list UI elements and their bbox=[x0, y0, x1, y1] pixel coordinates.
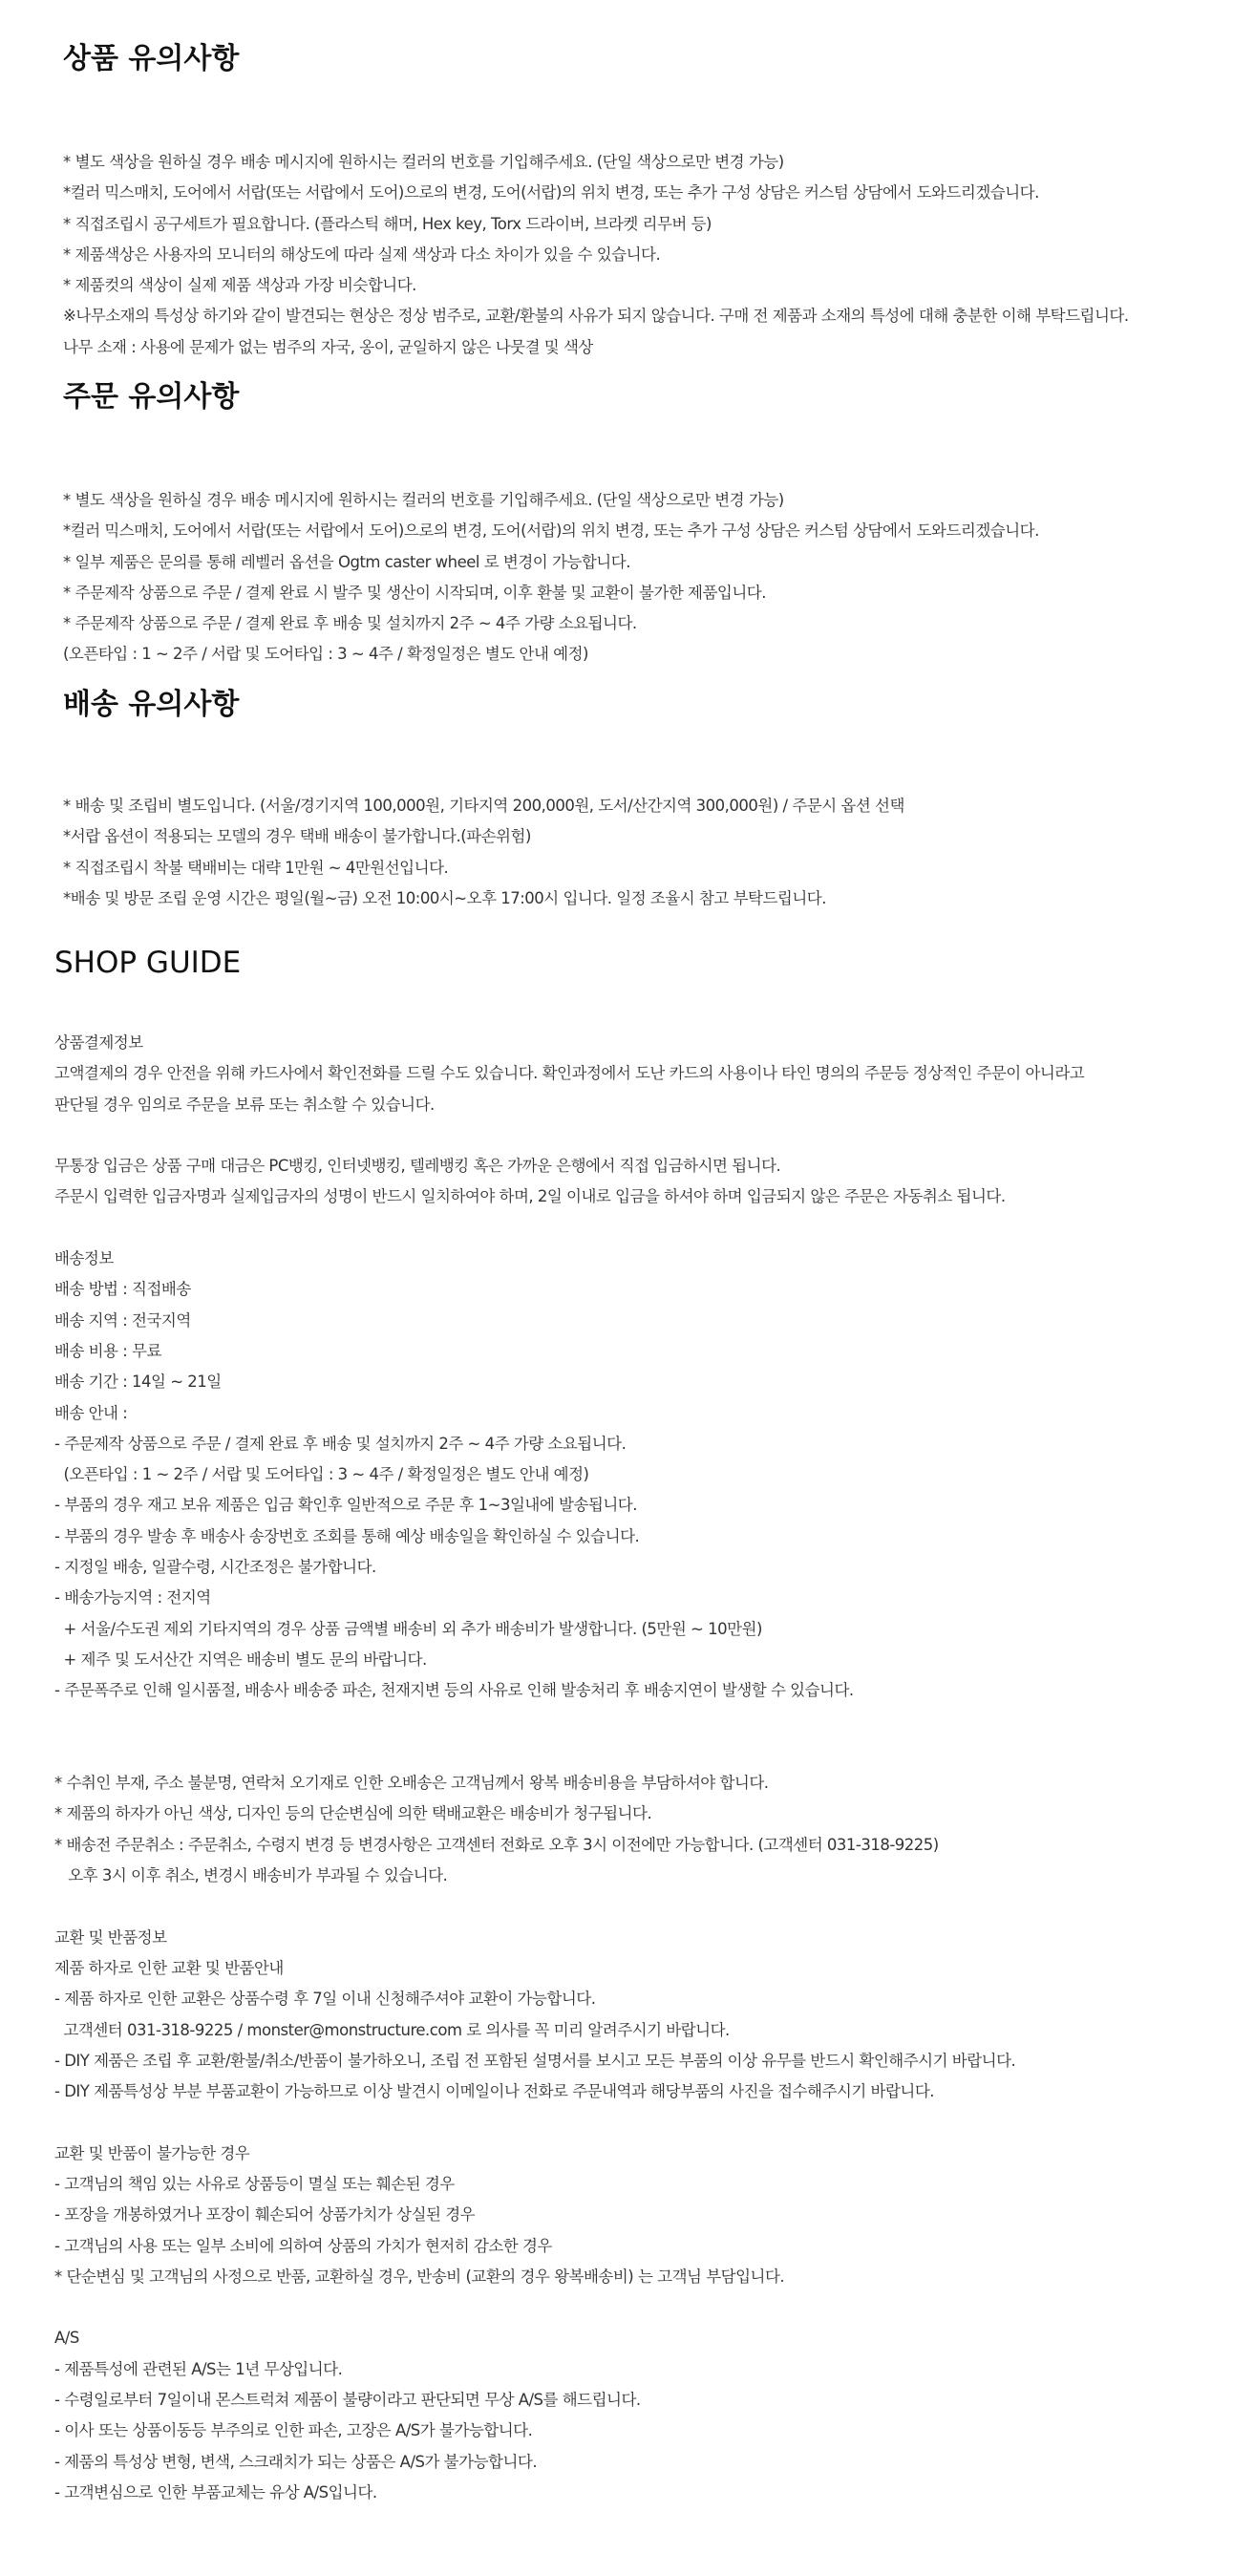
guide-line: * 수취인 부재, 주소 불분명, 연락처 오기재로 인한 오배송은 고객님께서 왕복 배송비용을 부담하셔야 합니다. bbox=[54, 1774, 769, 1793]
guide-line: - 수령일로부터 7일이내 몬스트럭쳐 제품이 불량이라고 판단되면 무상 A/S를 해드립니다. bbox=[54, 2391, 641, 2410]
list-item: * 별도 색상을 원하실 경우 배송 메시지에 원하시는 컬러의 번호를 기입해주세요. (단일 색상으로만 변경 가능) bbox=[63, 153, 784, 171]
guide-line: 배송 방법 : 직접배송 bbox=[54, 1280, 191, 1299]
guide-line: 제품 하자로 인한 교환 및 반품안내 bbox=[54, 1958, 284, 1977]
guide-line: - 포장을 개봉하였거나 포장이 훼손되어 상품가치가 상실된 경우 bbox=[54, 2205, 476, 2225]
list-item: *컬러 믹스매치, 도어에서 서랍(또는 서랍에서 도어)으로의 변경, 도어(서랍)의 위치 변경, 또는 추가 구성 상담은 커스텀 상담에서 도와드리겠습니다. bbox=[63, 522, 1039, 541]
guide-line: 무통장 입금은 상품 구매 대금은 PC뱅킹, 인터넷뱅킹, 텔레뱅킹 혹은 가까운 은행에서 직접 입금하시면 됩니다. bbox=[54, 1157, 781, 1176]
guide-line: 고객센터 031-318-9225 / monster@monstructure.com 로 의사를 꼭 미리 알려주시기 바랍니다. bbox=[54, 2020, 730, 2039]
guide-line: 배송 비용 : 무료 bbox=[54, 1341, 161, 1360]
guide-line: - 주문폭주로 인해 일시품절, 배송사 배송중 파손, 천재지변 등의 사유로 인해 발송처리 후 배송지연이 발생할 수 있습니다. bbox=[54, 1681, 854, 1700]
guide-line: 배송 안내 : bbox=[54, 1403, 128, 1422]
guide-line: - 고객변심으로 인한 부품교체는 유상 A/S입니다. bbox=[54, 2482, 377, 2501]
guide-line: * 배송전 주문취소 : 주문취소, 수령지 변경 등 변경사항은 고객센터 전화로 오후 3시 이전에만 가능합니다. (고객센터 031-318-9225) bbox=[54, 1835, 939, 1854]
guide-line: 배송 지역 : 전국지역 bbox=[54, 1310, 191, 1330]
guide-line: - 주문제작 상품으로 주문 / 결제 완료 후 배송 및 설치까지 2주 ~ 4주 가량 소요됩니다. bbox=[54, 1434, 627, 1453]
guide-line: - DIY 제품은 조립 후 교환/환불/취소/반품이 불가하오니, 조립 전 포함된 설명서를 보시고 모든 부품의 이상 유무를 반드시 확인해주시기 바랍니다. bbox=[54, 2051, 1016, 2070]
list-item: *컬러 믹스매치, 도어에서 서랍(또는 서랍에서 도어)으로의 변경, 도어(서랍)의 위치 변경, 또는 추가 구성 상담은 커스텀 상담에서 도와드리겠습니다. bbox=[63, 183, 1039, 202]
delivery-notes-list bbox=[63, 791, 1209, 914]
list-item: * 주문제작 상품으로 주문 / 결제 완료 시 발주 및 생산이 시작되며, 이후 환불 및 교환이 불가한 제품입니다. bbox=[63, 583, 766, 602]
list-item: *서랍 옵션이 적용되는 모델의 경우 택배 배송이 불가합니다.(파손위험) bbox=[63, 827, 531, 846]
guide-line: 오후 3시 이후 취소, 변경시 배송비가 부과될 수 있습니다. bbox=[54, 1866, 448, 1885]
blank-line bbox=[54, 1213, 1220, 1244]
blank-line bbox=[54, 1737, 1220, 1768]
blank-line bbox=[54, 2292, 1220, 2323]
list-item: * 일부 제품은 문의를 통해 레벨러 옵션을 Ogtm caster wheel 로 변경이 가능합니다. bbox=[63, 552, 630, 571]
delivery-notes-title: 배송 유의사항 bbox=[63, 688, 240, 721]
guide-line: - 제품의 특성상 변형, 변색, 스크래치가 되는 상품은 A/S가 불가능합니다. bbox=[54, 2452, 538, 2471]
guide-line: - 부품의 경우 재고 보유 제품은 입금 확인후 일반적으로 주문 후 1~3일내에 발송됩니다. bbox=[54, 1496, 637, 1515]
list-item: * 제품색상은 사용자의 모니터의 해상도에 따라 실제 색상과 다소 차이가 있을 수 있습니다. bbox=[63, 245, 661, 264]
guide-line: * 단순변심 및 고객님의 사정으로 반품, 교환하실 경우, 반송비 (교환의 경우 왕복배송비) 는 고객님 부담입니다. bbox=[54, 2267, 785, 2286]
order-notes-list bbox=[63, 485, 1209, 671]
blank-line bbox=[54, 1707, 1220, 1737]
list-item: ※나무소재의 특성상 하기와 같이 발견되는 현상은 정상 범주로, 교환/환불의 사유가 되지 않습니다. 구매 전 제품과 소재의 특성에 대해 충분한 이해 부탁드립니다. bbox=[63, 307, 1129, 326]
list-item: *배송 및 방문 조립 운영 시간은 평일(월~금) 오전 10:00시~오후 17:00시 입니다. 일정 조율시 참고 부탁드립니다. bbox=[63, 888, 826, 907]
shop-guide-title: SHOP GUIDE bbox=[54, 946, 242, 980]
guide-line: * 제품의 하자가 아닌 색상, 디자인 등의 단순변심에 의한 택배교환은 배송비가 청구됩니다. bbox=[54, 1804, 652, 1823]
guide-line: (오픈타입 : 1 ~ 2주 / 서랍 및 도어타입 : 3 ~ 4주 / 확정일정은 별도 안내 예정) bbox=[54, 1465, 589, 1484]
order-notes-title: 주문 유의사항 bbox=[63, 380, 240, 414]
product-notes-section bbox=[63, 40, 1209, 363]
guide-line: - 이사 또는 상품이동등 부주의로 인한 파손, 고장은 A/S가 불가능합니다. bbox=[54, 2421, 533, 2440]
product-notes-list bbox=[63, 147, 1209, 363]
list-item: * 별도 색상을 원하실 경우 배송 메시지에 원하시는 컬러의 번호를 기입해주세요. (단일 색상으로만 변경 가능) bbox=[63, 491, 784, 509]
order-notes-section bbox=[63, 378, 1209, 671]
guide-line: + 서울/수도권 제외 기타지역의 경우 상품 금액별 배송비 외 추가 배송비가 발생합니다. (5만원 ~ 10만원) bbox=[54, 1619, 762, 1638]
guide-line: - 지정일 배송, 일괄수령, 시간조정은 불가합니다. bbox=[54, 1558, 376, 1577]
list-item: * 직접조립시 공구세트가 필요합니다. (플라스틱 해머, Hex key, Torx 드라이버, 브라켓 리무버 등) bbox=[63, 214, 712, 233]
guide-line: - 제품 하자로 인한 교환은 상품수령 후 7일 이내 신청해주셔야 교환이 가능합니다. bbox=[54, 1990, 596, 2009]
guide-line: 교환 및 반품정보 bbox=[54, 1927, 167, 1947]
list-item: * 제품컷의 색상이 실제 제품 색상과 가장 비슷합니다. bbox=[63, 276, 416, 295]
list-item: * 주문제작 상품으로 주문 / 결제 완료 후 배송 및 설치까지 2주 ~ 4주 가량 소요됩니다. bbox=[63, 614, 637, 633]
guide-line: 배송 기간 : 14일 ~ 21일 bbox=[54, 1373, 222, 1392]
guide-line: 배송정보 bbox=[54, 1249, 114, 1268]
blank-line bbox=[54, 1891, 1220, 1922]
product-notes-title: 상품 유의사항 bbox=[63, 42, 240, 75]
guide-line: - 부품의 경우 발송 후 배송사 송장번호 조회를 통해 예상 배송일을 확인하실 수 있습니다. bbox=[54, 1526, 640, 1545]
list-item: * 배송 및 조립비 별도입니다. (서울/경기지역 100,000원, 기타지역 200,000원, 도서/산간지역 300,000원) / 주문시 옵션 선택 bbox=[63, 797, 904, 815]
guide-line: - 고객님의 책임 있는 사유로 상품등이 멸실 또는 훼손된 경우 bbox=[54, 2174, 455, 2193]
blank-line bbox=[54, 2107, 1220, 2138]
guide-line: 주문시 입력한 입금자명과 실제입금자의 성명이 반드시 일치하여야 하며, 2일 이내로 입금을 하셔야 하며 입금되지 않은 주문은 자동취소 됩니다. bbox=[54, 1187, 1006, 1206]
guide-line: - DIY 제품특성상 부분 부품교환이 가능하므로 이상 발견시 이메일이나 전화로 주문내역과 해당부품의 사진을 접수해주시기 바랍니다. bbox=[54, 2082, 935, 2101]
shop-guide-body bbox=[54, 1028, 1220, 2508]
guide-line: + 제주 및 도서산간 지역은 배송비 별도 문의 바랍니다. bbox=[54, 1650, 427, 1669]
guide-line: A/S bbox=[54, 2329, 79, 2348]
guide-line: 교환 및 반품이 불가능한 경우 bbox=[54, 2143, 250, 2162]
shop-guide-section bbox=[54, 942, 1220, 2508]
delivery-notes-section bbox=[63, 686, 1209, 914]
list-item: (오픈타입 : 1 ~ 2주 / 서랍 및 도어타입 : 3 ~ 4주 / 확정일정은 별도 안내 예정) bbox=[63, 645, 588, 664]
guide-line: 상품결제정보 bbox=[54, 1033, 143, 1052]
guide-line: 판단될 경우 임의로 주문을 보류 또는 취소할 수 있습니다. bbox=[54, 1095, 435, 1114]
blank-line bbox=[54, 1120, 1220, 1151]
list-item: * 직접조립시 착불 택배비는 대략 1만원 ~ 4만원선입니다. bbox=[63, 858, 449, 877]
guide-line: - 배송가능지역 : 전지역 bbox=[54, 1588, 211, 1607]
list-item: 나무 소재 : 사용에 문제가 없는 범주의 자국, 옹이, 균일하지 않은 나뭇결 및 색상 bbox=[63, 337, 593, 356]
guide-line: - 제품특성에 관련된 A/S는 1년 무상입니다. bbox=[54, 2359, 343, 2378]
guide-line: - 고객님의 사용 또는 일부 소비에 의하여 상품의 가치가 현저히 감소한 경우 bbox=[54, 2236, 552, 2255]
guide-line: 고액결제의 경우 안전을 위해 카드사에서 확인전화를 드릴 수도 있습니다. 확인과정에서 도난 카드의 사용이나 타인 명의의 주문등 정상적인 주문이 아니라고 bbox=[54, 1064, 1085, 1083]
